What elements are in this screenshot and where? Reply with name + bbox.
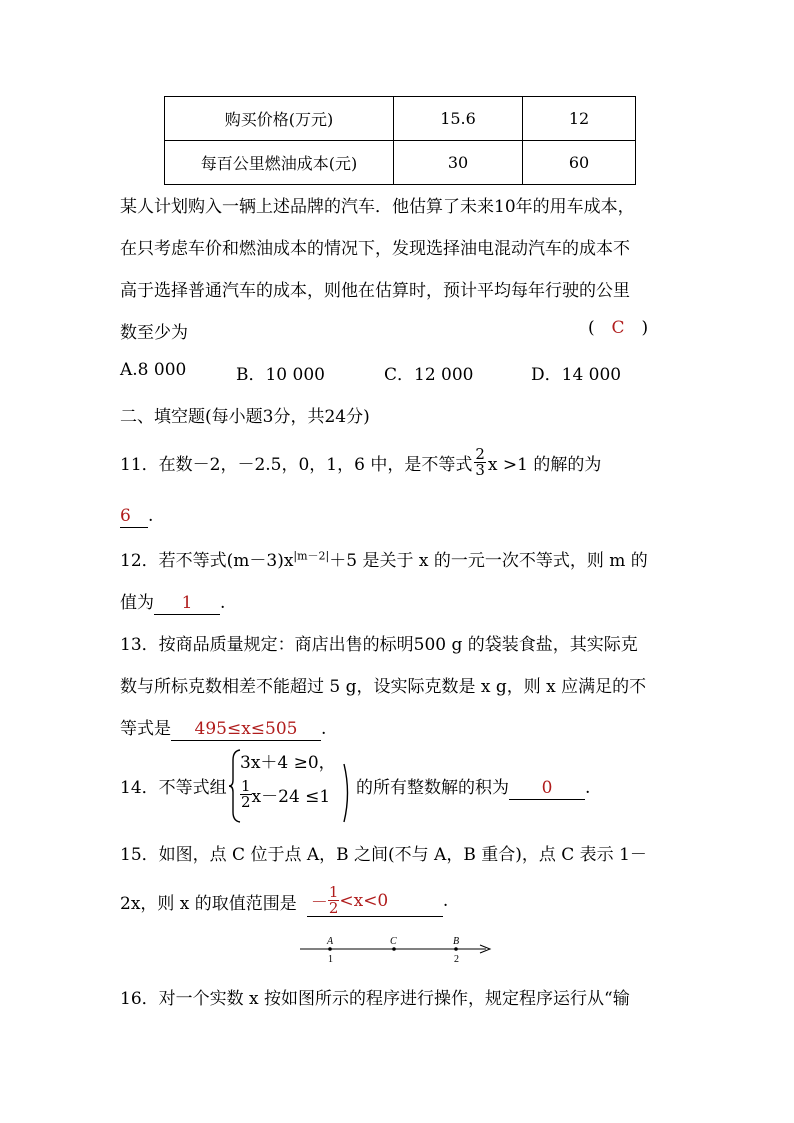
q14-suffix: 的所有整数解的积为 xyxy=(356,778,509,798)
q12-line2-text: 值为 xyxy=(120,593,154,613)
q14-frac-num: 1 xyxy=(241,776,251,795)
table-row xyxy=(165,141,636,185)
q12-line-2 xyxy=(120,588,225,615)
table-cell: 30 xyxy=(394,141,523,185)
q10-option-c: C．12 000 xyxy=(384,365,474,385)
q16-line-1: 16．对一个实数 x 按如图所示的程序进行操作，规定程序运行从“输 xyxy=(120,989,630,1009)
right-paren-icon xyxy=(342,762,352,824)
q11-fraction xyxy=(474,444,486,479)
q15-line2-text: 2x，则 x 的取值范围是 xyxy=(120,893,297,914)
table-cell: 60 xyxy=(523,141,636,185)
q10-line-2: 在只考虑车价和燃油成本的情况下，发现选择油电混动汽车的成本不 xyxy=(120,239,630,259)
q11-line-2 xyxy=(120,505,153,528)
q14-answer: 0 xyxy=(509,777,585,800)
q15-ans-fraction xyxy=(328,885,340,916)
table-cell: 每百公里燃油成本(元) xyxy=(165,141,394,185)
point-c-label: C xyxy=(390,936,397,947)
q13-line-2: 数与所标克数相差不能超过 5 g，设实际克数是 x g，则 x 应满足的不 xyxy=(120,677,647,697)
point-b-dot xyxy=(454,947,458,951)
q15-ans-rest: <x<0 xyxy=(339,890,389,911)
q10-option-b: B．10 000 xyxy=(236,365,325,385)
point-a-value: 1 xyxy=(328,954,333,965)
table-row xyxy=(165,97,636,141)
point-c-dot xyxy=(392,947,396,951)
q11-frac-den: 3 xyxy=(475,460,485,479)
q11-prefix: 11．在数－2，－2.5，0，1，6 中，是不等式 xyxy=(120,454,473,475)
q10-option-d: D．14 000 xyxy=(531,365,622,385)
point-b-value: 2 xyxy=(454,954,459,965)
q10-line-1: 某人计划购入一辆上述品牌的汽车．他估算了未来10年的用车成本， xyxy=(120,197,635,217)
table-cell: 12 xyxy=(523,97,636,141)
q11-line-1 xyxy=(120,442,601,482)
point-a-label: A xyxy=(327,936,334,947)
q15-line-2 xyxy=(120,876,448,926)
q10-line-4: 数至少为 xyxy=(120,323,188,343)
q14-frac-den: 2 xyxy=(241,792,251,811)
q12-suffix: ＋5 是关于 x 的一元一次不等式，则 m 的 xyxy=(329,551,648,571)
table-cell: 15.6 xyxy=(394,97,523,141)
q14-line xyxy=(356,773,590,800)
q13-answer: 495≤x≤505 xyxy=(171,718,321,741)
q13-line-1: 13．按商品质量规定：商店出售的标明500 g 的袋装食盐，其实际克 xyxy=(120,635,638,655)
q10-answer-bracket xyxy=(588,318,648,338)
number-line-figure xyxy=(296,932,496,966)
period: . xyxy=(585,778,591,798)
q13-line3-text: 等式是 xyxy=(120,719,171,739)
period: . xyxy=(442,891,449,911)
q15-line-1: 15．如图，点 C 位于点 A，B 之间(不与 A，B 重合)，点 C 表示 1－ xyxy=(120,845,647,865)
q14-fraction xyxy=(240,776,252,811)
q10-option-a: A.8 000 xyxy=(120,360,187,380)
paren-close: ) xyxy=(641,318,649,338)
q15-ans-num: 1 xyxy=(328,883,339,901)
q14-eq1: 3x＋4 ≥0， xyxy=(240,753,336,773)
q12-exponent: |m－2| xyxy=(293,549,330,563)
q12-line-1 xyxy=(120,546,648,571)
q12-answer: 1 xyxy=(154,592,220,615)
q10-answer: C xyxy=(611,318,625,338)
price-table xyxy=(164,96,636,185)
q10-line-3: 高于选择普通汽车的成本，则他在估算时，预计平均每年行驶的公里 xyxy=(120,281,630,301)
q11-suffix: x >1 的解的为 xyxy=(487,454,602,475)
table-cell: 购买价格(万元) xyxy=(165,97,394,141)
period: . xyxy=(220,593,226,613)
q15-answer xyxy=(307,885,443,917)
q12-prefix: 12．若不等式(m－3)x xyxy=(120,551,294,571)
q14-prefix: 14．不等式组 xyxy=(120,778,227,798)
period: . xyxy=(321,719,327,739)
q15-ans-minus: － xyxy=(310,893,328,913)
section-title: 二、填空题(每小题3分，共24分) xyxy=(120,407,370,427)
paren-open: ( xyxy=(588,318,595,338)
q11-answer: 6 xyxy=(120,505,148,528)
period: . xyxy=(148,506,154,526)
q13-line-3 xyxy=(120,714,326,741)
q11-frac-num: 2 xyxy=(475,444,485,463)
point-a-dot xyxy=(328,947,332,951)
q14-eq2: x－24 ≤1 xyxy=(251,786,331,807)
q14-eq2-row xyxy=(240,772,330,816)
point-b-label: B xyxy=(453,936,460,947)
q15-ans-den: 2 xyxy=(328,899,339,917)
